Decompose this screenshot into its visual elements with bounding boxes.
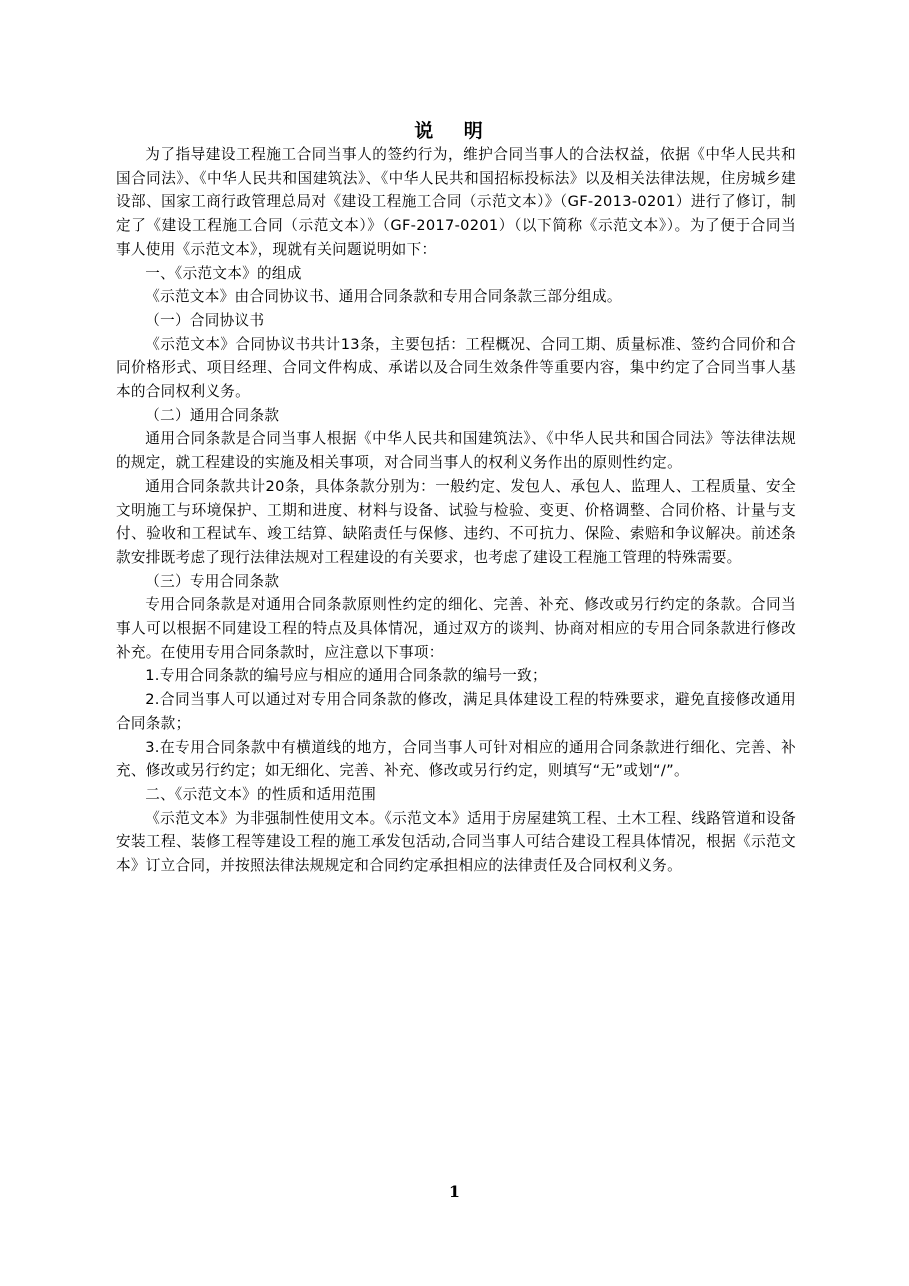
paragraph-agreement: 《示范文本》合同协议书共计13条，主要包括：工程概况、合同工期、质量标准、签约合同价和合同价格形式、项目经理、合同文件构成、承诺以及合同生效条件等重要内容，集中约定了合同当事人基本的合同权利义务。 — [116, 335, 796, 401]
subheading-special-terms: （三）专用合同条款 — [145, 572, 280, 590]
paragraph-composition: 《示范文本》由合同协议书、通用合同条款和专用合同条款三部分组成。 — [145, 288, 622, 306]
page-title: 说 明 — [414, 120, 495, 142]
list-item-3: 3.在专用合同条款中有横道线的地方，合同当事人可针对相应的通用合同条款进行细化、完善、补充、修改或另行约定；如无细化、完善、补充、修改或另行约定，则填写“无”或划“/”。 — [116, 738, 796, 780]
document-body — [116, 143, 796, 878]
paragraph-special-terms: 专用合同条款是对通用合同条款原则性约定的细化、完善、补充、修改或另行约定的条款。合同当事人可以根据不同建设工程的特点及具体情况，通过双方的谈判、协商对相应的专用合同条款进行修改补充。在使用专用合同条款时，应注意以下事项： — [116, 596, 796, 661]
heading-nature-scope: 二、《示范文本》的性质和适用范围 — [145, 785, 377, 803]
list-item-2: 2.合同当事人可以通过对专用合同条款的修改，满足具体建设工程的特殊要求，避免直接修改通用合同条款； — [116, 691, 796, 732]
paragraph-general-terms: 通用合同条款是合同当事人根据《中华人民共和国建筑法》、《中华人民共和国合同法》等法律法规的规定，就工程建设的实施及相关事项，对合同当事人的权利义务作出的原则性约定。 — [116, 430, 796, 472]
paragraph-general-terms-list: 通用合同条款共计20条，具体条款分别为：一般约定、发包人、承包人、监理人、工程质量、安全文明施工与环境保护、工期和进度、材料与设备、试验与检验、变更、价格调整、合同价格、计量与支付、验收和工程试车、竣工结算、缺陷责任与保修、违约、不可抗力、保险、索赔和争议解决。前述条款安排既考虑了现行法律法规对工程建设的有关要求，也考虑了建设工程施工管理的特殊需要。 — [116, 477, 796, 566]
subheading-general-terms: （二）通用合同条款 — [145, 406, 280, 424]
paragraph-intro: 为了指导建设工程施工合同当事人的签约行为，维护合同当事人的合法权益，依据《中华人民共和国合同法》、《中华人民共和国建筑法》、《中华人民共和国招标投标法》以及相关法律法规，住房城乡建设部、国家工商行政管理总局对《建设工程施工合同（示范文本）》（GF-2013-0201）进行了修订，制定了《建设工程施工合同（示范文本）》（GF-2017-0201）（以下简称《示范文本》）。为了便于合同当事人使用《示范文本》，现就有关问题说明如下： — [116, 146, 796, 258]
paragraph-nature-scope: 《示范文本》为非强制性使用文本。《示范文本》适用于房屋建筑工程、土木工程、线路管道和设备安装工程、装修工程等建设工程的施工承发包活动,合同当事人可结合建设工程具体情况，根据《示范文本》订立合同，并按照法律法规规定和合同约定承担相应的法律责任及合同权利义务。 — [116, 809, 796, 875]
subheading-agreement: （一）合同协议书 — [145, 311, 265, 329]
page-number: 1 — [448, 1182, 461, 1201]
heading-composition: 一、《示范文本》的组成 — [145, 264, 302, 282]
list-item-1: 1.专用合同条款的编号应与相应的通用合同条款的编号一致； — [145, 667, 547, 685]
